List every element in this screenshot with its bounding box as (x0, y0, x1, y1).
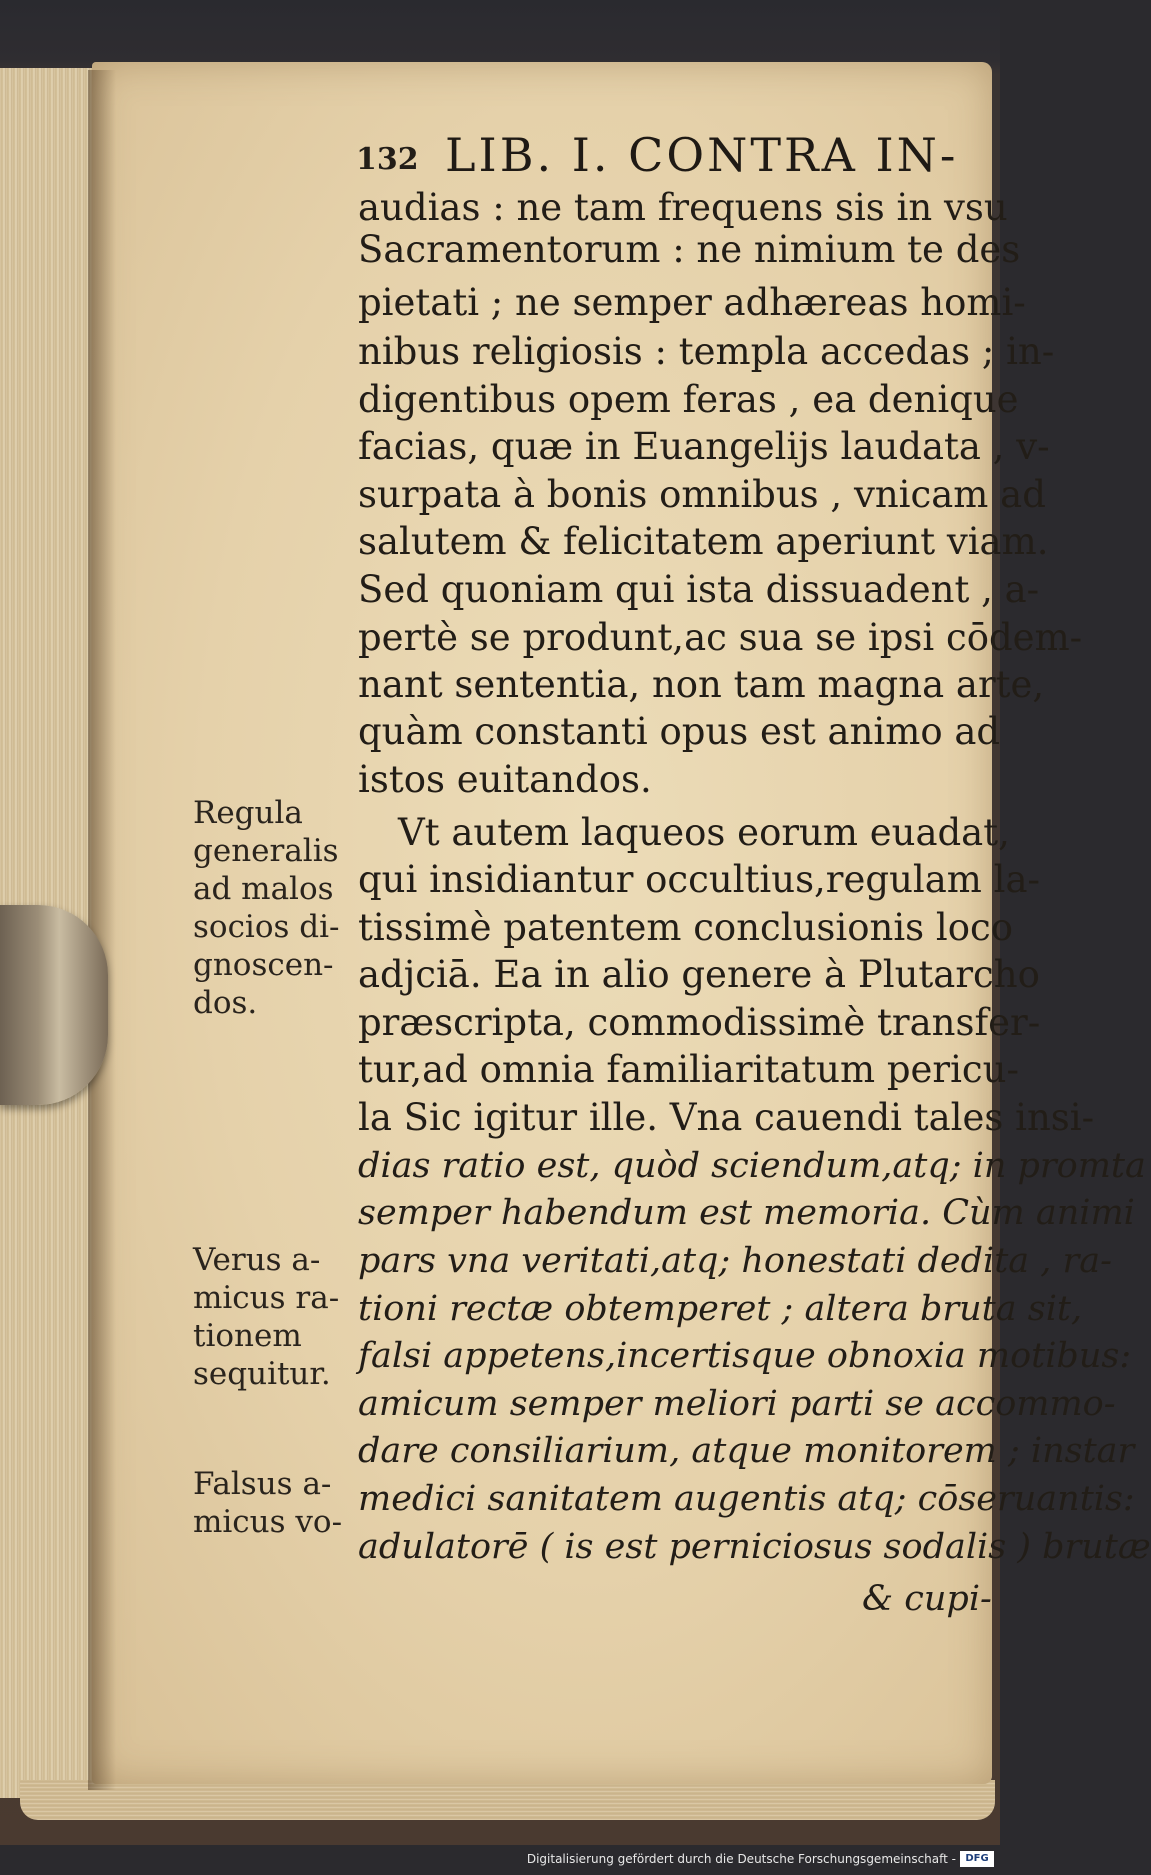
footer-bar (0, 1845, 1000, 1875)
text-line: tissimè patentem conclusionis loco (358, 906, 1014, 949)
text-line-italic: adulatorē ( is est perniciosus sodalis ) brutæ (358, 1527, 1151, 1567)
text-line: nant sententia, non tam magna arte, (358, 663, 1045, 706)
text-line: qui insidiantur occultius,regulam la- (358, 858, 1041, 901)
funding-credit: Digitalisierung gefördert durch die Deutsche Forschungsgemeinschaft - (526, 1852, 956, 1866)
running-title: LIB. I. CONTRA IN- (445, 128, 959, 182)
margin-note-line: socios di- (193, 909, 340, 945)
margin-note-line: Regula (193, 795, 303, 831)
text-line: la Sic igitur ille. Vna cauendi tales insi- (358, 1096, 1095, 1139)
text-line: surpata à bonis omnibus , vnicam ad (358, 473, 1046, 516)
margin-note-line: micus ra- (193, 1280, 340, 1316)
text-line-italic: amicum semper meliori parti se accommo- (358, 1384, 1116, 1424)
dfg-logo: DFG (960, 1851, 994, 1867)
text-line: quàm constanti opus est animo ad (358, 710, 1001, 753)
text-line: tur,ad omnia familiaritatum pericu- (358, 1048, 1019, 1091)
text-line-italic: dare consiliarium, atque monitorem ; instar (358, 1431, 1135, 1471)
margin-note-line: sequitur. (193, 1356, 331, 1392)
book-bottom-edge (20, 1780, 995, 1820)
catchword: & cupi- (862, 1579, 992, 1619)
page-number: 132 (356, 142, 419, 177)
text-line-italic: medici sanitatem augentis atq; cōseruantis: (358, 1479, 1135, 1519)
text-line: salutem & felicitatem aperiunt viam. (358, 520, 1049, 563)
text-line: præscripta, commodissimè transfer- (358, 1001, 1041, 1044)
text-line: digentibus opem feras , ea denique (358, 378, 1019, 421)
text-line: Sacramentorum : ne nimium te des (358, 228, 1021, 271)
text-line: Vt autem laqueos eorum euadat, (398, 811, 1010, 854)
margin-note-line: gnoscen- (193, 947, 334, 983)
text-line-italic: tioni rectæ obtemperet ; altera bruta sit, (358, 1289, 1083, 1329)
margin-note-line: tionem (193, 1318, 302, 1354)
running-head (0, 128, 1000, 188)
text-line: pertè se produnt,ac sua se ipsi cōdem- (358, 616, 1083, 659)
text-line: istos euitandos. (358, 758, 652, 801)
margin-note-line: Verus a- (193, 1242, 321, 1278)
margin-note-line: dos. (193, 985, 258, 1021)
margin-note-line: generalis (193, 833, 339, 869)
text-line: facias, quæ in Euangelijs laudata , v- (358, 425, 1050, 468)
text-line-italic: semper habendum est memoria. Cùm animi (358, 1193, 1135, 1233)
margin-note-line: Falsus a- (193, 1466, 332, 1502)
margin-note-line: ad malos (193, 871, 334, 907)
margin-note-line: micus vo- (193, 1504, 343, 1540)
text-line-italic: dias ratio est, quòd sciendum,atq; in promta (358, 1146, 1146, 1186)
text-line: pietati ; ne semper adhæreas homi- (358, 281, 1026, 324)
text-line: Sed quoniam qui ista dissuadent , a- (358, 568, 1040, 611)
text-line: audias : ne tam frequens sis in vsu (358, 186, 1008, 229)
text-line: nibus religiosis : templa accedas ; in- (358, 330, 1055, 373)
text-line-italic: pars vna veritati,atq; honestati dedita , ra- (358, 1241, 1112, 1281)
text-line-italic: falsi appetens,incertisque obnoxia motibus: (358, 1336, 1132, 1376)
text-line: adjciā. Ea in alio genere à Plutarcho (358, 953, 1040, 996)
book-clasp (0, 905, 108, 1105)
